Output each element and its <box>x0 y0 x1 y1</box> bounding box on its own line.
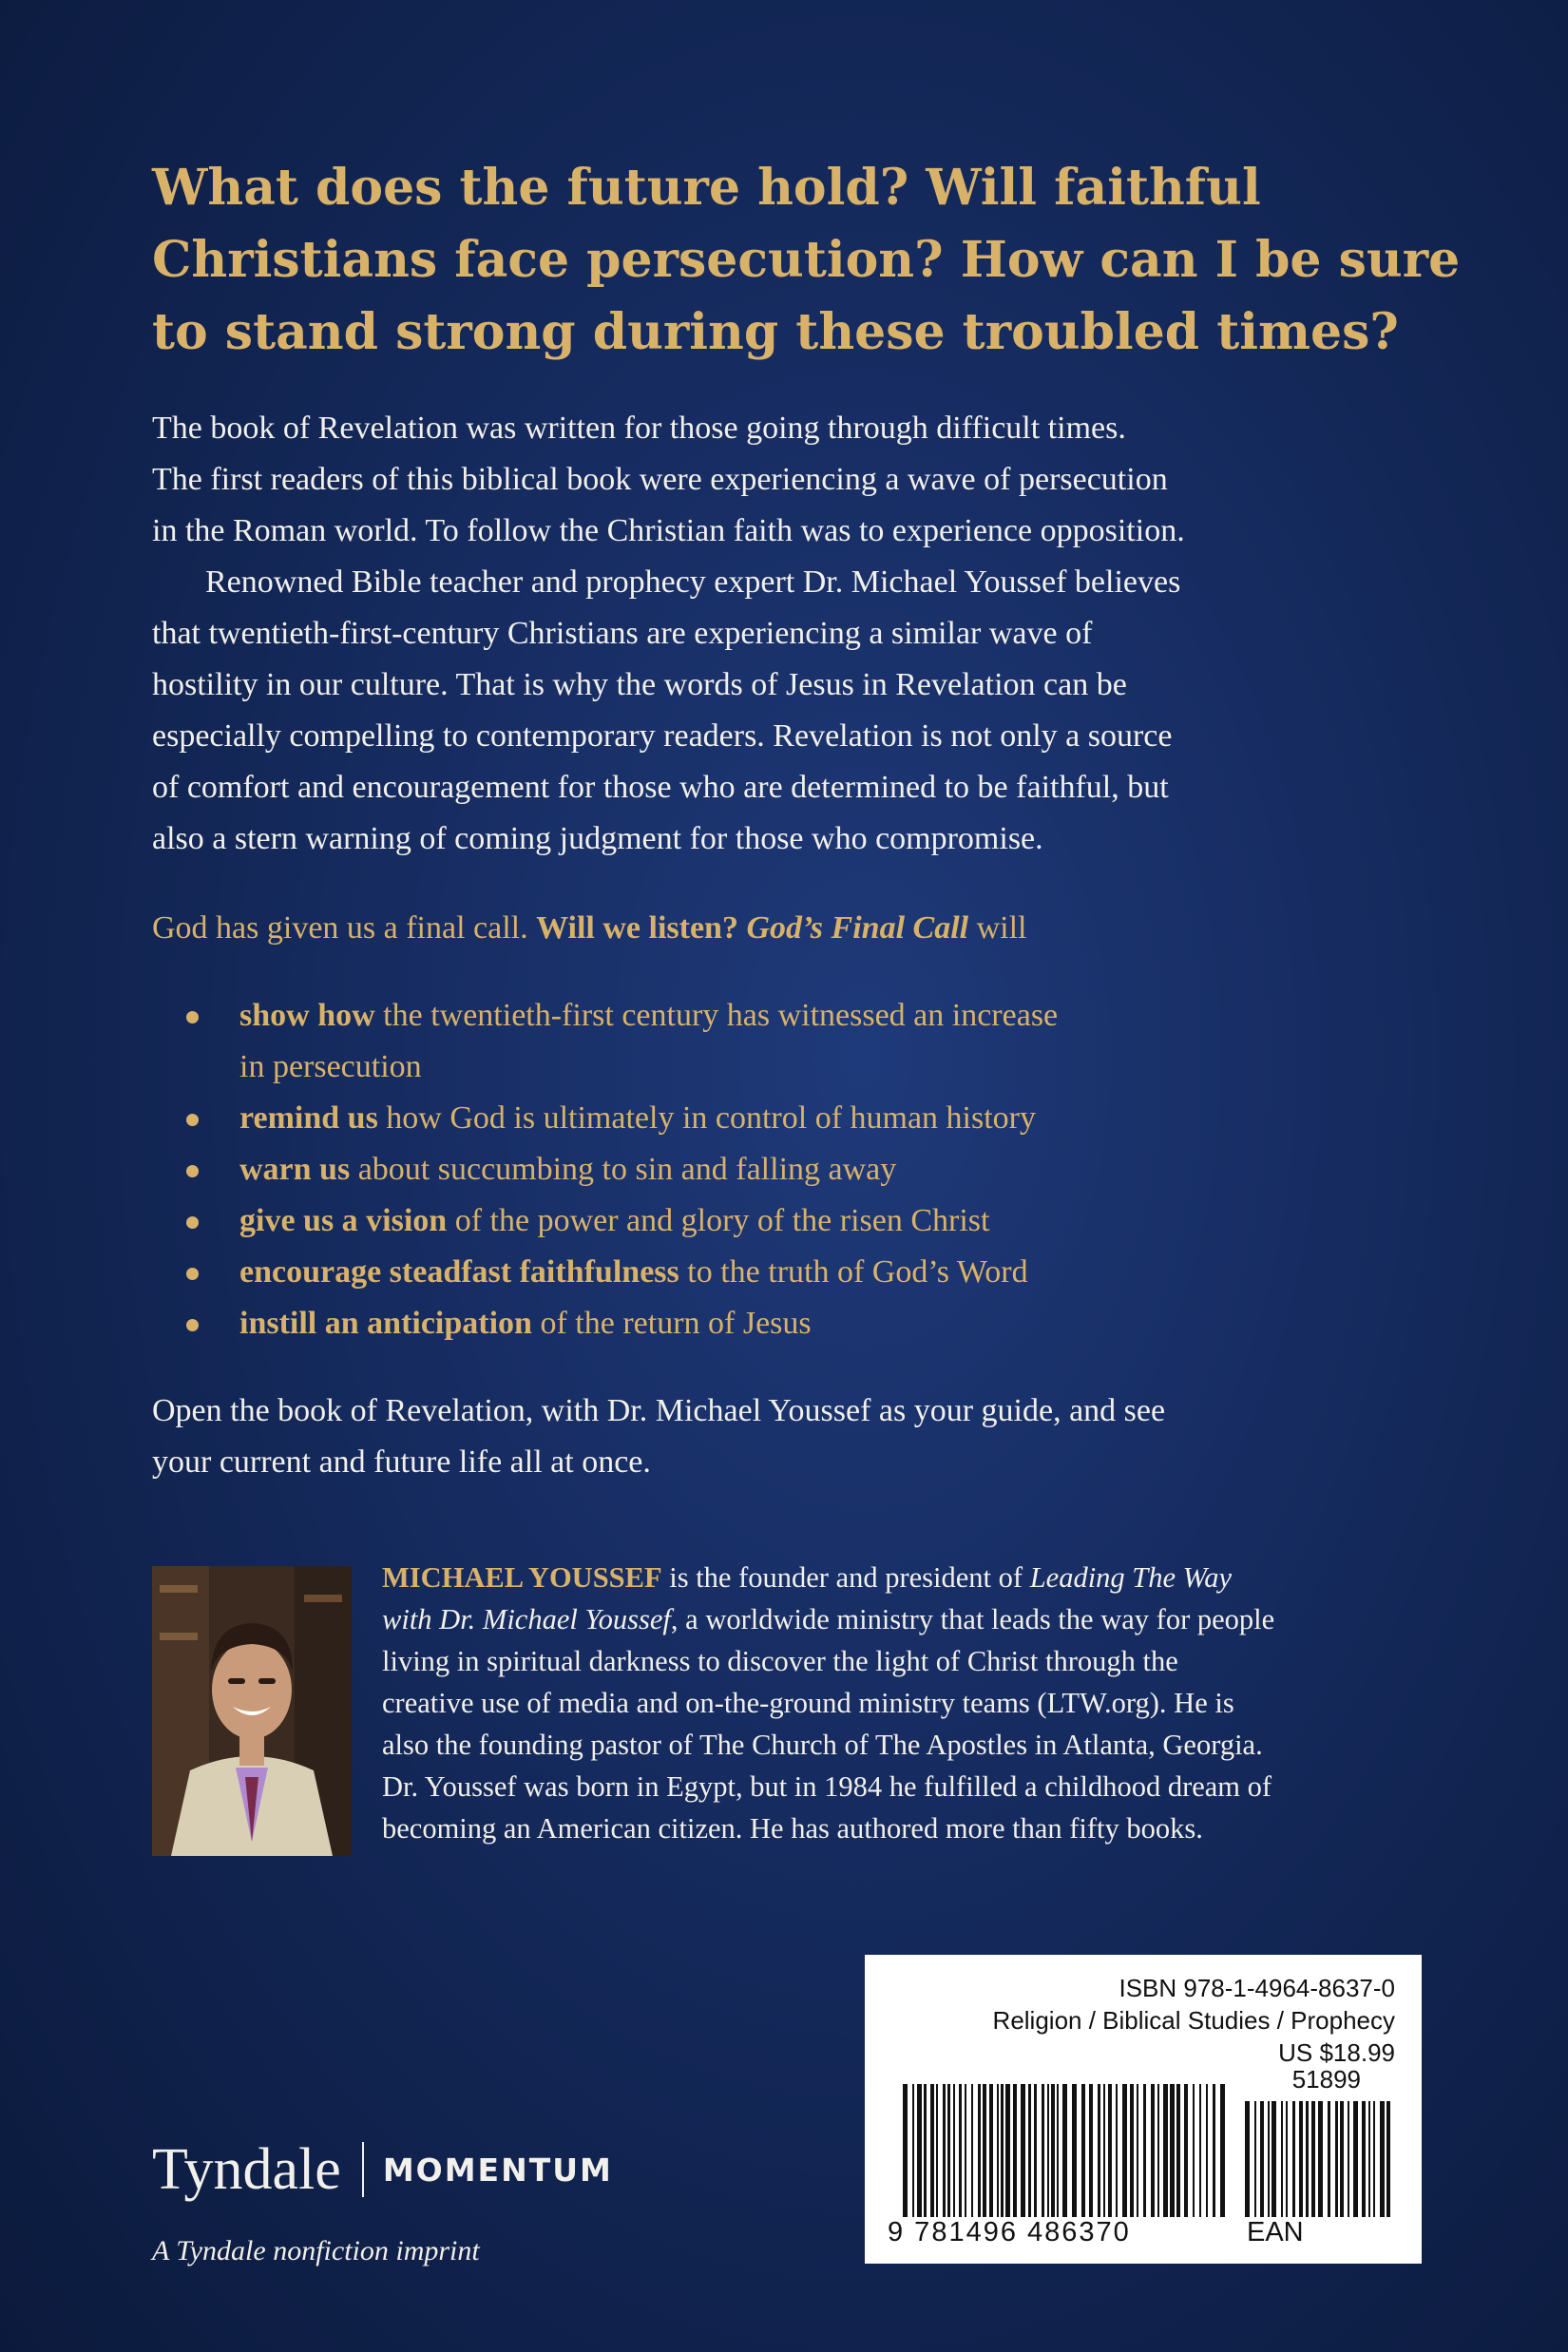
addon-code: 51899 <box>1291 2065 1361 2094</box>
bullet-icon <box>186 1268 199 1280</box>
bio-text: , a worldwide ministry that leads the way for people <box>670 1603 1275 1635</box>
call-question: Will we listen? <box>536 910 738 946</box>
headline-line: Christians face persecution? How can I be sure <box>152 231 1461 289</box>
list-item <box>152 1144 1349 1195</box>
list-item <box>152 990 1349 1093</box>
author-name: MICHAEL YOUSSEF <box>382 1561 662 1594</box>
call-tail: will <box>976 910 1027 946</box>
paragraph-line: also a stern warning of coming judgment for those who compromise. <box>152 821 1043 856</box>
ministry-name-cont: with Dr. Michael Youssef <box>382 1603 671 1635</box>
bullet-icon <box>186 1319 199 1331</box>
back-cover-headline <box>152 152 1461 369</box>
category-text: Religion / Biblical Studies / Prophecy <box>992 2006 1395 2035</box>
headline-line: What does the future hold? Will faithful <box>152 159 1261 217</box>
bullet-icon <box>186 1216 199 1229</box>
barcode-digits: 9 781496 486370 <box>888 2217 1131 2247</box>
bio-line: becoming an American citizen. He has authored more than fifty books. <box>382 1812 1203 1845</box>
headline-line: to stand strong during these troubled times? <box>152 303 1399 361</box>
bio-line: creative use of media and on-the-ground ministry teams (LTW.org). He is <box>382 1687 1234 1719</box>
price-text: US $18.99 <box>1278 2038 1395 2067</box>
ean-label: EAN <box>1247 2217 1304 2247</box>
bullet-bold: give us a vision <box>239 1203 448 1238</box>
bio-line: also the founding pastor of The Church of The Apostles in Atlanta, Georgia. <box>382 1729 1263 1761</box>
bio-text: is the founder and president of <box>661 1561 1030 1594</box>
bullet-icon <box>186 1165 199 1177</box>
bullet-bold: show how <box>239 998 375 1033</box>
ministry-name: Leading The Way <box>1029 1561 1233 1594</box>
imprint-tagline: A Tyndale nonfiction imprint <box>152 2235 480 2266</box>
bullet-icon <box>186 1114 199 1126</box>
closing-paragraph <box>152 1386 1444 1488</box>
barcode-icon <box>903 2084 1226 2217</box>
imprint-name: MOMENTUM <box>382 2151 613 2189</box>
paragraph-line: The book of Revelation was written for those going through difficult times. <box>152 411 1126 446</box>
barcode-addon-icon <box>1245 2101 1391 2217</box>
bio-line: living in spiritual darkness to discover the light of Christ through the <box>382 1645 1178 1677</box>
publisher-logo <box>152 2136 613 2203</box>
list-item <box>152 1093 1349 1144</box>
barcode-panel <box>865 1955 1422 2264</box>
paragraph-line: especially compelling to contemporary readers. Revelation is not only a source <box>152 718 1173 754</box>
bullet-bold: instill an anticipation <box>239 1306 532 1341</box>
paragraph-line: hostility in our culture. That is why the words of Jesus in Revelation can be <box>152 667 1127 702</box>
bullet-bold: encourage steadfast faithfulness <box>239 1254 679 1290</box>
paragraph-line: Renowned Bible teacher and prophecy expert Dr. Michael Youssef believes <box>205 564 1181 600</box>
author-photo <box>152 1566 352 1856</box>
benefits-list <box>152 990 1349 1349</box>
bullet-text: about succumbing to sin and falling away <box>350 1152 897 1187</box>
bullet-text: of the return of Jesus <box>531 1306 812 1341</box>
paragraph-line: The first readers of this biblical book were experiencing a wave of persecution <box>152 462 1168 497</box>
list-item <box>152 1298 1349 1349</box>
bullet-text: to the truth of God’s Word <box>679 1254 1028 1290</box>
paragraph-line: Open the book of Revelation, with Dr. Michael Youssef as your guide, and see <box>152 1393 1166 1428</box>
bullet-bold: warn us <box>239 1152 351 1187</box>
bio-line: Dr. Youssef was born in Egypt, but in 1984 he fulfilled a childhood dream of <box>382 1770 1272 1803</box>
book-title: God’s Final Call <box>746 910 969 946</box>
paragraph-line: in the Roman world. To follow the Christian faith was to experience opposition. <box>152 513 1185 548</box>
author-bio <box>382 1557 1446 1849</box>
paragraph-line: that twentieth-first-century Christians are experiencing a similar wave of <box>152 616 1093 651</box>
bullet-continuation: in persecution <box>239 1049 422 1084</box>
bullet-text: the twentieth-first century has witnessed an increase <box>374 998 1059 1033</box>
author-portrait-icon <box>152 1566 352 1856</box>
list-item <box>152 1195 1349 1247</box>
final-call-intro <box>152 903 1444 954</box>
logo-divider <box>362 2142 364 2197</box>
bullet-icon <box>186 1011 199 1023</box>
list-item <box>152 1247 1349 1298</box>
bullet-text: how God is ultimately in control of human history <box>377 1100 1036 1136</box>
description-paragraph <box>152 403 1444 865</box>
bullet-bold: remind us <box>239 1100 378 1136</box>
isbn-text: ISBN 978-1-4964-8637-0 <box>1119 1974 1395 2002</box>
call-lead: God has given us a final call. <box>152 910 528 946</box>
bullet-text: of the power and glory of the risen Christ <box>447 1203 990 1238</box>
paragraph-line: of comfort and encouragement for those who are determined to be faithful, but <box>152 770 1169 805</box>
paragraph-line: your current and future life all at once. <box>152 1444 651 1480</box>
publisher-name: Tyndale <box>152 2136 341 2202</box>
